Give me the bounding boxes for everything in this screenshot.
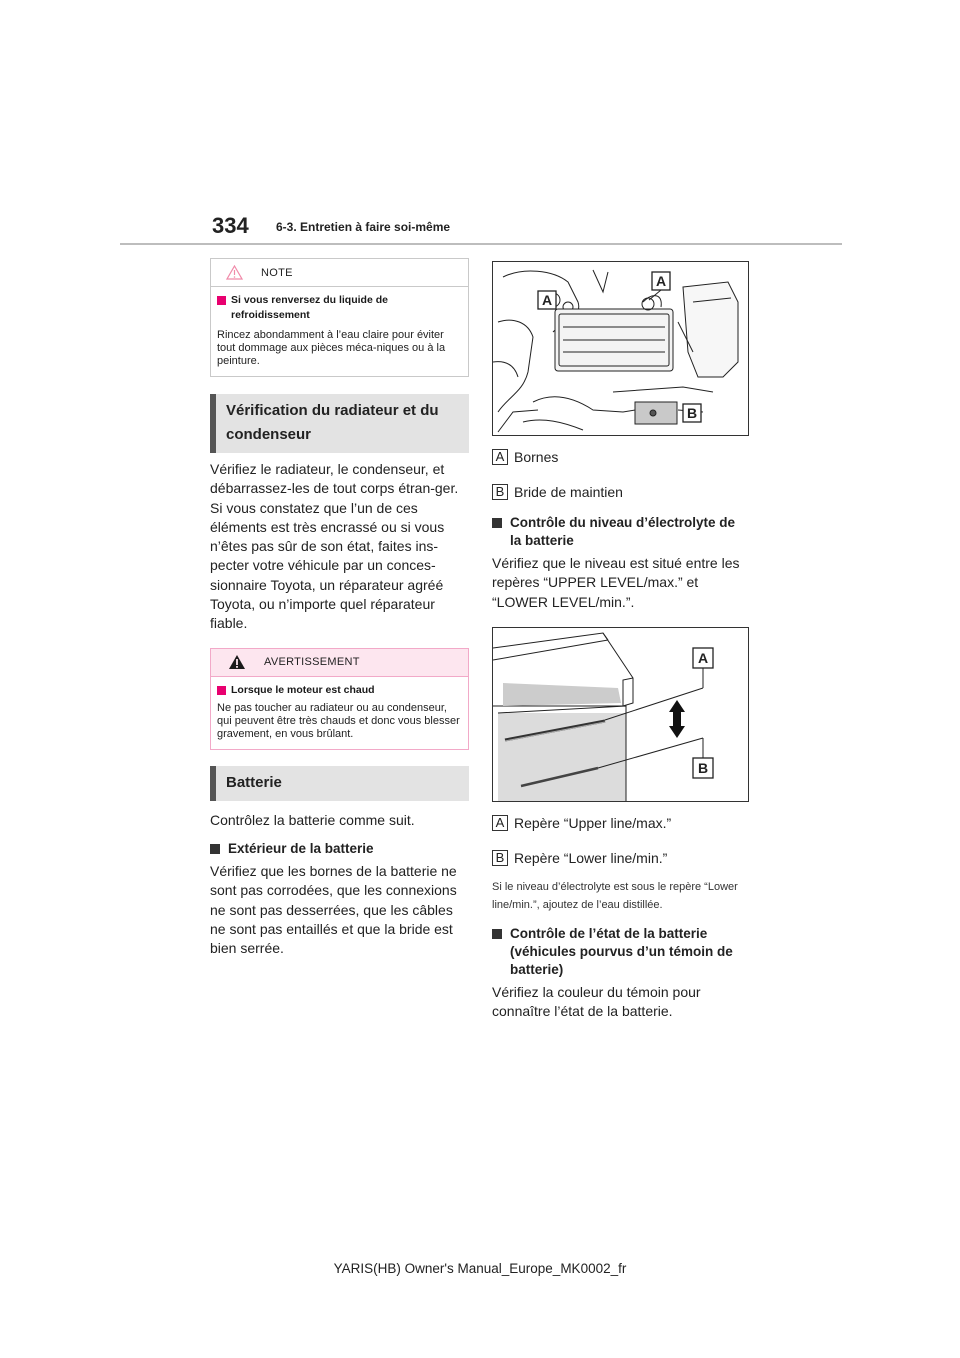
battery-heading: Batterie <box>210 766 469 801</box>
warning-box <box>210 648 469 750</box>
electrolyte-note: Si le niveau d’électrolyte est sous le repère “Lower line/min.”, ajoutez de l’eau distillée. <box>492 880 738 911</box>
left-column <box>210 258 469 958</box>
legend-tag-a: A <box>492 449 508 465</box>
warning-label: AVERTISSEMENT <box>264 656 360 669</box>
legend-bride <box>492 483 749 501</box>
note-subtitle-text: Si vous renversez du liquide de refroidissement <box>231 294 388 321</box>
battery-state-title-text: Contrôle de l’état de la batterie (véhicules pourvus d’un témoin de batterie) <box>510 925 733 977</box>
legend-lower <box>492 849 749 867</box>
warning-subtitle <box>217 683 462 698</box>
legend-tag-b: B <box>492 484 508 500</box>
battery-exterior-title-text: Extérieur de la batterie <box>228 840 374 856</box>
note-body <box>211 287 468 376</box>
radiator-heading: Vérification du radiateur et du condenseur <box>210 394 469 453</box>
square-bullet-icon <box>492 929 502 939</box>
svg-text:A: A <box>655 273 667 289</box>
svg-text:A: A <box>697 649 709 666</box>
right-column <box>492 261 749 1021</box>
note-subtitle <box>217 293 462 323</box>
callout-a-left <box>538 291 556 309</box>
legend-bornes <box>492 448 749 466</box>
square-bullet-icon <box>492 518 502 528</box>
callout-a <box>693 648 713 668</box>
battery-state-text: Vérifiez la couleur du témoin pour connaître l’état de la batterie. <box>492 983 701 1020</box>
legend-bornes-text: Bornes <box>514 449 559 465</box>
square-bullet-icon <box>210 844 220 854</box>
electrolyte-level-drawing <box>493 628 748 801</box>
callout-b <box>683 404 701 422</box>
battery-illustration <box>492 261 749 436</box>
svg-text:B: B <box>686 405 698 421</box>
battery-engine-drawing <box>493 262 748 435</box>
section-title: 6-3. Entretien à faire soi-même <box>276 220 451 234</box>
electrolyte-illustration <box>492 627 749 802</box>
warning-body <box>211 677 468 749</box>
warning-header <box>211 649 468 677</box>
header-rule <box>120 243 842 245</box>
radiator-text: Vérifiez le radiateur, le condenseur, et débarrassez-les de tout corps étran-ger. Si vous constatez que l’un de ces éléments est très encrassé ou si vous n’êtes pas sûr de son état, faites ins-pecter votre véhicule par un conces-sionnaire Toyota, un réparateur agréé Toyota, ou n’importe quel réparateur fiable. <box>210 461 459 632</box>
electrolyte-text: Vérifiez que le niveau est situé entre les repères “UPPER LEVEL/max.” et “LOWER LEVEL/min.”. <box>492 555 740 610</box>
legend-lower-text: Repère “Lower line/min.” <box>514 849 668 866</box>
svg-text:A: A <box>541 292 553 308</box>
legend-tag-a: A <box>492 815 508 831</box>
footer: YARIS(HB) Owner's Manual_Europe_MK0002_fr <box>333 1261 627 1276</box>
note-text: Rincez abondamment à l’eau claire pour éviter tout dommage aux pièces méca-niques ou à la peinture. <box>217 329 446 367</box>
legend-tag-b: B <box>492 850 508 866</box>
pink-square-bullet-icon <box>217 686 226 695</box>
note-header <box>211 259 468 287</box>
callout-b <box>693 758 713 778</box>
caution-triangle-icon <box>226 265 243 280</box>
electrolyte-title-text: Contrôle du niveau d’électrolyte de la batterie <box>510 515 736 548</box>
note-box <box>210 258 469 377</box>
warning-text: Ne pas toucher au radiateur ou au condenseur, qui peuvent être très chauds et donc vous blesser gravement, en vous brûlant. <box>217 701 460 740</box>
electrolyte-title <box>492 514 749 550</box>
battery-exterior-title <box>210 840 469 858</box>
note-label: NOTE <box>261 266 293 279</box>
warning-subtitle-text: Lorsque le moteur est chaud <box>231 683 375 696</box>
battery-exterior-text: Vérifiez que les bornes de la batterie ne sont pas corrodées, que les connexions ne sont pas desserrées, que les câbles ne sont pas entaillés et que la bride est bien serrée. <box>210 862 457 957</box>
double-arrow-icon <box>669 700 685 738</box>
page-number: 334 <box>212 213 249 238</box>
battery-state-title <box>492 925 749 979</box>
legend-bride-text: Bride de maintien <box>514 484 623 500</box>
battery-intro: Contrôlez la batterie comme suit. <box>210 811 415 828</box>
legend-upper-text: Repère “Upper line/max.” <box>514 814 672 831</box>
pink-square-bullet-icon <box>217 296 226 305</box>
legend-upper <box>492 814 749 832</box>
warning-triangle-icon <box>228 654 246 670</box>
svg-text:B: B <box>697 759 709 776</box>
